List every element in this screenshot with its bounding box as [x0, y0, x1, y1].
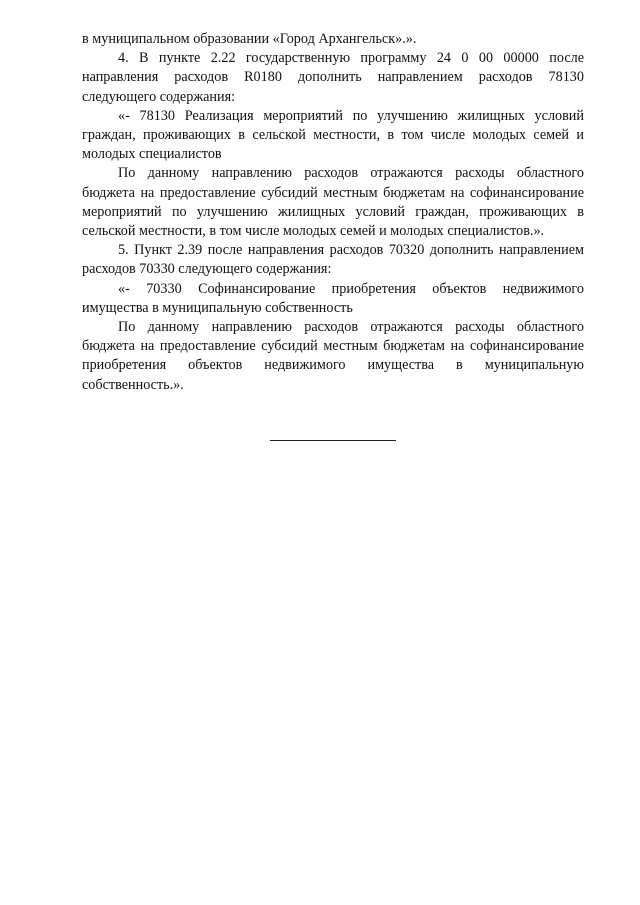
paragraph-item-5: 5. Пункт 2.39 после направления расходов 70320 дополнить направлением расходов 70330 следующего содержания: [82, 242, 584, 278]
paragraph-description-70330: По данному направлению расходов отражаются расходы областного бюджета на предоставление субсидий местным бюджетам на софинансирование приобретения объектов недвижимого имущества в муниципальную собственность.». [82, 319, 584, 393]
paragraph-description-78130: По данному направлению расходов отражаются расходы областного бюджета на предоставление субсидий местным бюджетам на софинансирование мероприятий по улучшению жилищных условий граждан, проживающих в сельской местности, в том числе молодых семей и молодых специалистов.». [82, 165, 584, 240]
paragraph-quote-78130: «- 78130 Реализация мероприятий по улучшению жилищных условий граждан, проживающих в сельской местности, в том числе молодых семей и молодых специалистов [82, 107, 584, 163]
end-divider-line [270, 440, 396, 441]
document-body [82, 30, 584, 395]
paragraph-item-4: 4. В пункте 2.22 государственную программу 24 0 00 00000 после направления расходов R0180 дополнить направлением расходов 78130 следующего содержания: [82, 50, 584, 105]
paragraph-quote-70330: «- 70330 Софинансирование приобретения объектов недвижимого имущества в муниципальную собственность [82, 280, 584, 316]
paragraph-continuation: в муниципальном образовании «Город Архангельск».». [82, 31, 417, 47]
